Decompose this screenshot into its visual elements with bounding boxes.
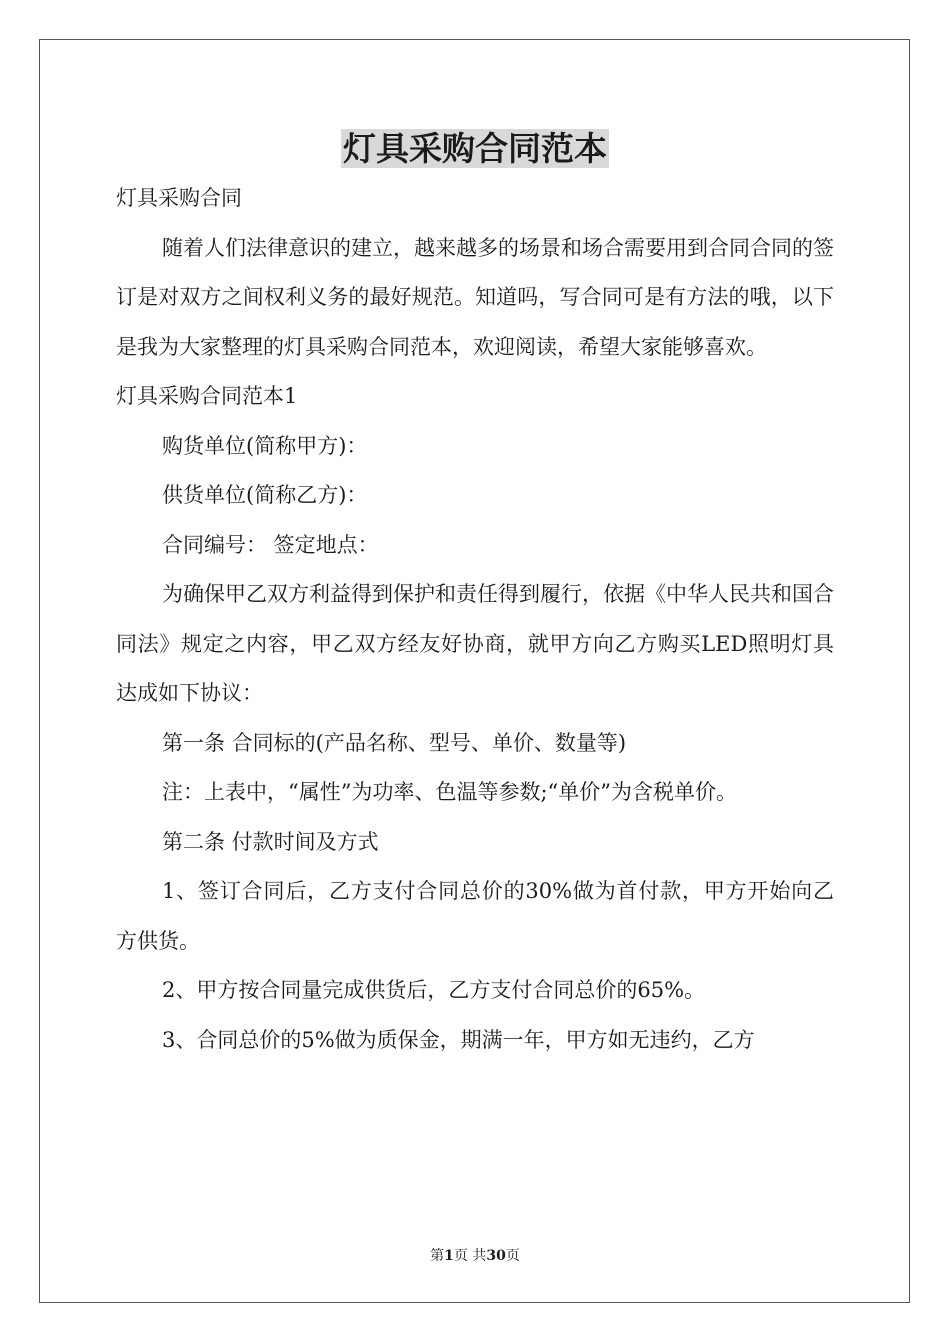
document-body xyxy=(116,174,834,1065)
paragraph-intro: 随着人们法律意识的建立，越来越多的场景和场合需要用到合同合同的签订是对双方之间权利义务的最好规范。知道吗，写合同可是有方法的哦，以下是我为大家整理的灯具采购合同范本，欢迎阅读，希望大家能够喜欢。 xyxy=(116,235,834,359)
paragraph-purpose: 为确保甲乙双方利益得到保护和责任得到履行，依据《中华人民共和国合同法》规定之内容，甲乙双方经友好协商，就甲方向乙方购买LED照明灯具达成如下协议： xyxy=(116,582,834,705)
footer-current-page: 1 xyxy=(444,1248,454,1264)
footer-prefix: 第 xyxy=(430,1248,445,1264)
paragraph-article-2: 第二条 付款时间及方式 xyxy=(162,829,379,854)
footer-middle: 页 共 xyxy=(453,1248,487,1264)
paragraph-sample-heading: 灯具采购合同范本1 xyxy=(116,384,298,408)
document-title xyxy=(0,126,950,172)
footer-total-pages: 30 xyxy=(486,1248,506,1264)
paragraph-payment-1: 1、签订合同后，乙方支付合同总价的30%做为首付款，甲方开始向乙 方供货。 xyxy=(116,879,834,953)
paragraph-contract-name: 灯具采购合同 xyxy=(116,186,242,210)
paragraph-note: 注：上表中，“属性”为功率、色温等参数;“单价”为含税单价。 xyxy=(162,780,738,804)
document-title-text: 灯具采购合同范本 xyxy=(343,129,607,168)
footer-suffix: 页 xyxy=(505,1248,520,1264)
paragraph-article-1: 第一条 合同标的(产品名称、型号、单价、数量等) xyxy=(162,730,627,755)
page-footer xyxy=(0,1246,950,1266)
paragraph-supplier: 供货单位(简称乙方)： xyxy=(162,483,368,507)
paragraph-payment-2: 2、甲方按合同量完成供货后，乙方支付合同总价的65%。 xyxy=(162,978,706,1002)
paragraph-buyer: 购货单位(简称甲方)： xyxy=(162,433,368,458)
paragraph-payment-3: 3、合同总价的5%做为质保金，期满一年，甲方如无违约，乙方 xyxy=(162,1027,755,1052)
paragraph-contract-number: 合同编号： 签定地点： xyxy=(162,532,379,557)
